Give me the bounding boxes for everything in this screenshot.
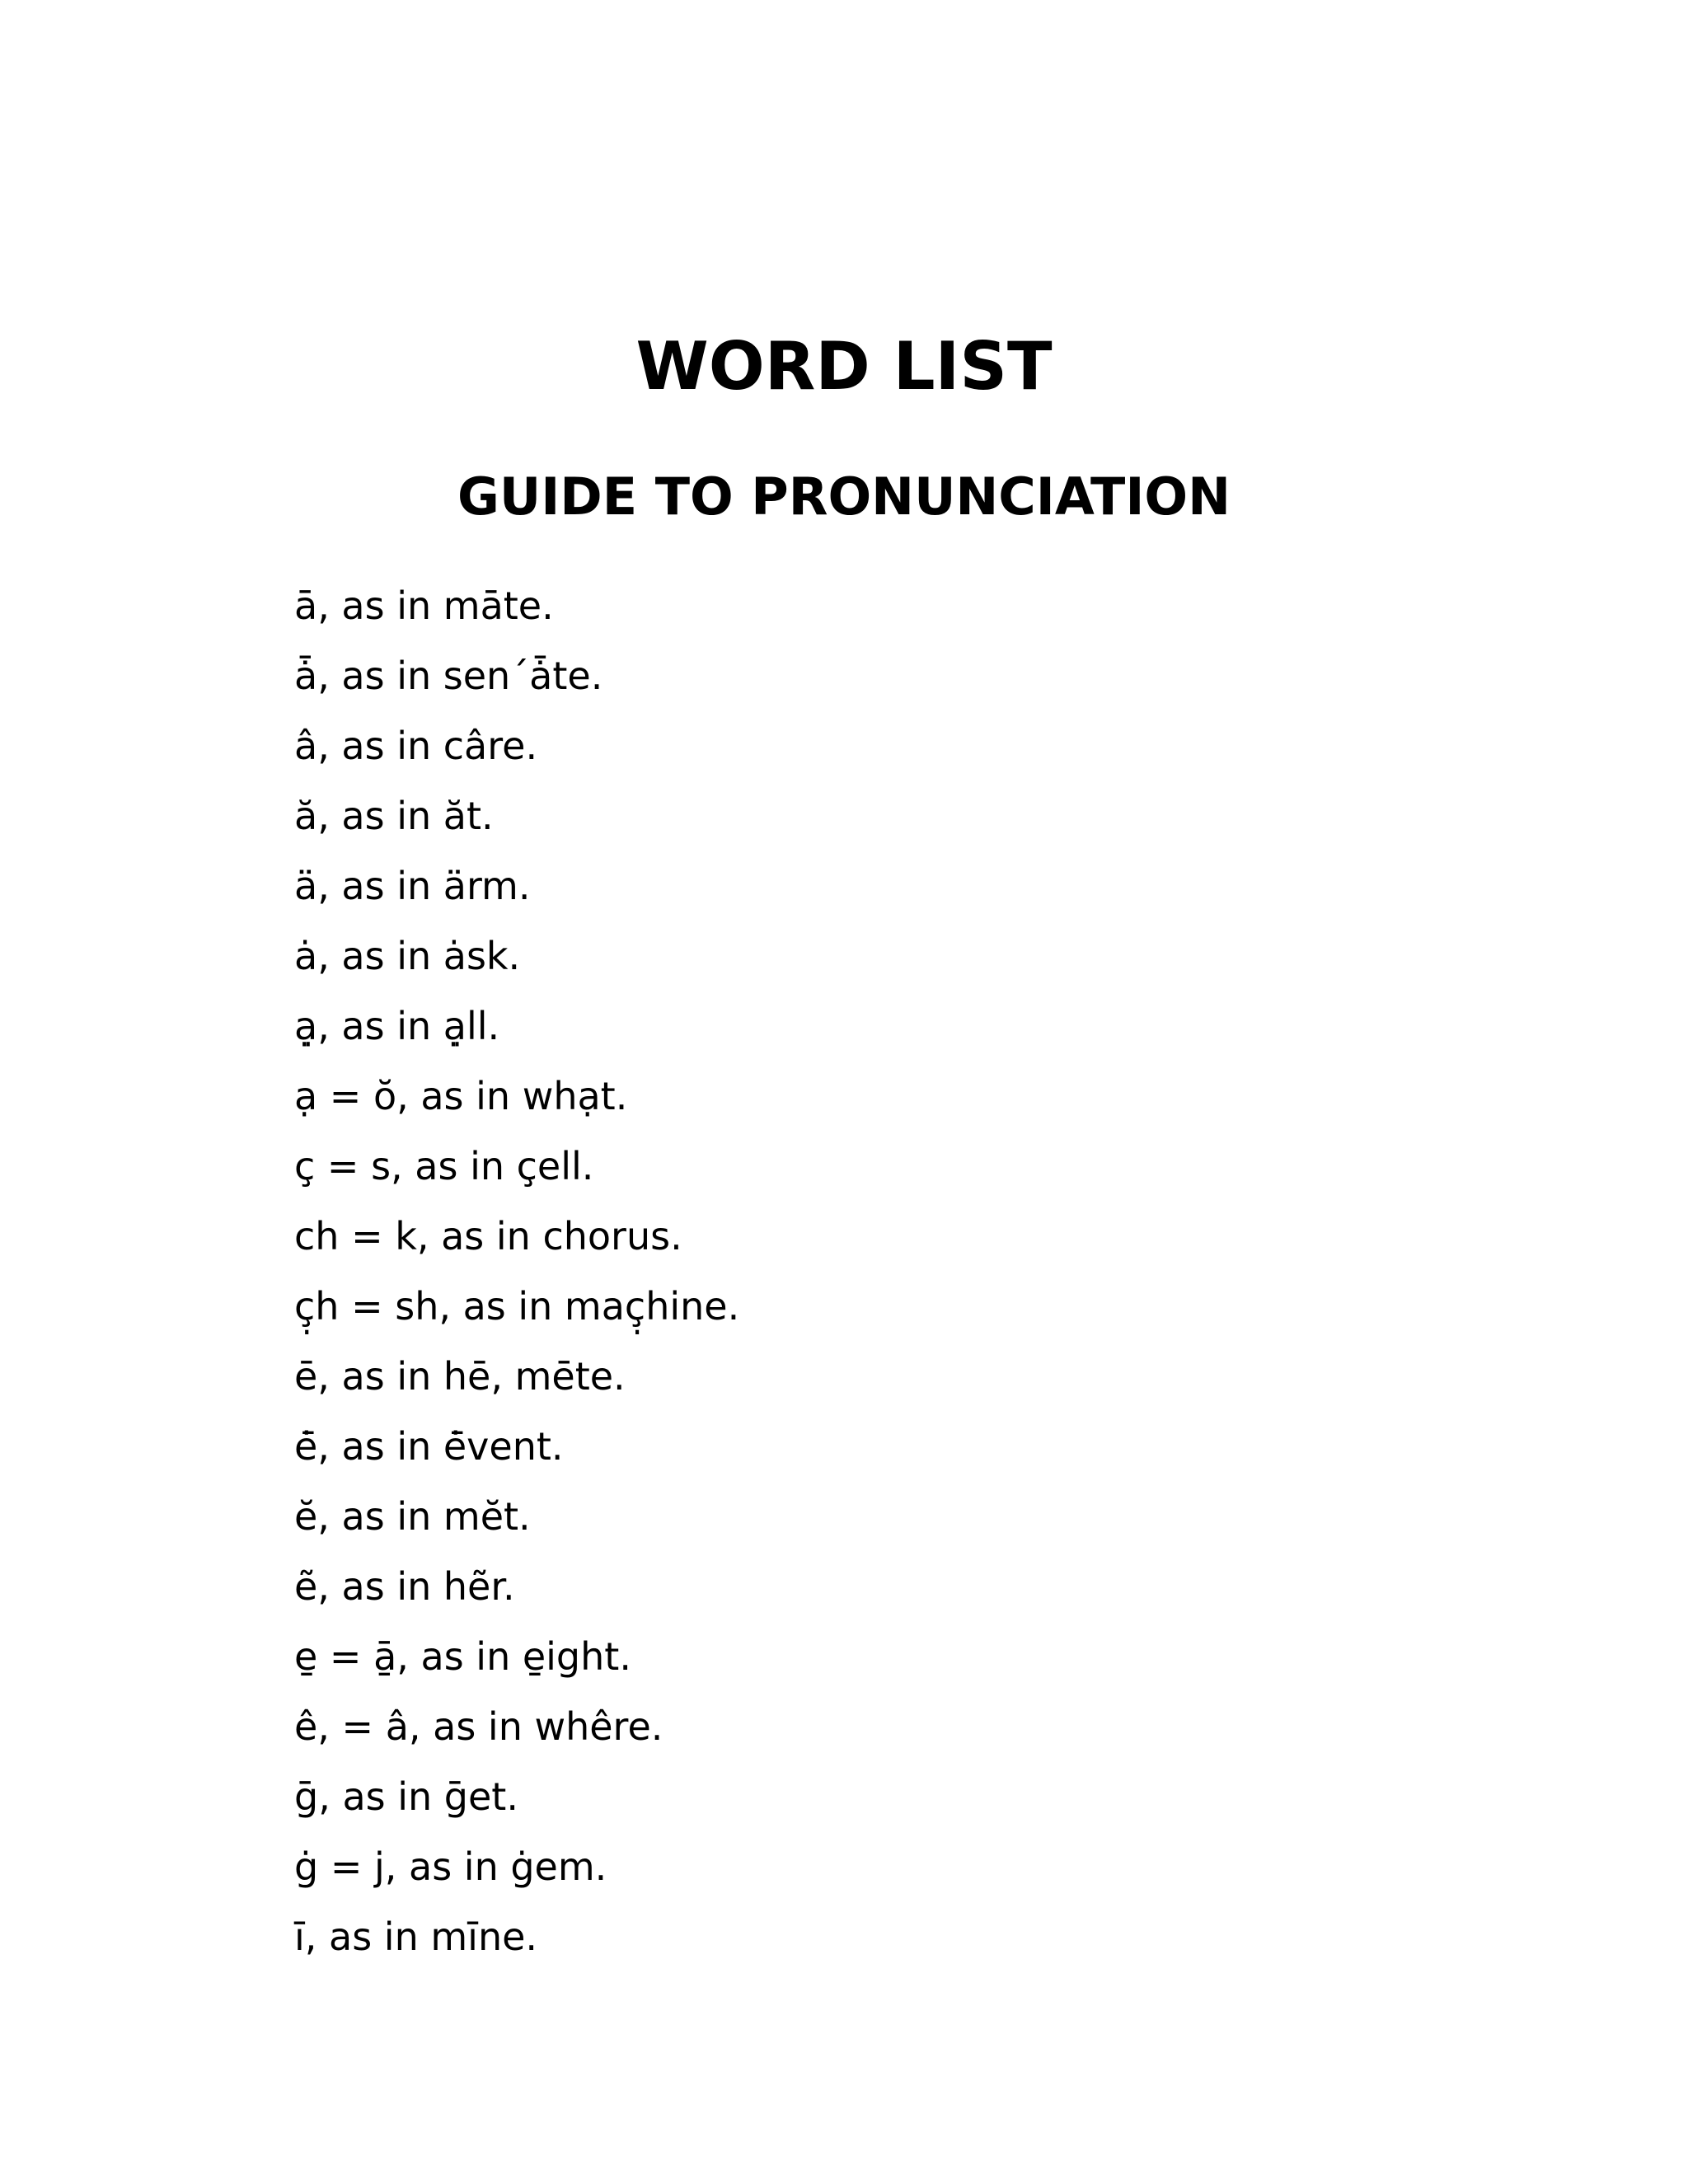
page-subtitle: GUIDE TO PRONUNCIATION [457,466,1231,527]
list-item: ạ = ŏ, as in whạt. [294,1074,628,1118]
list-item: ǡ, as in sen´ǡte. [294,654,603,698]
list-item: ă, as in ăt. [294,794,494,838]
page-title: WORD LIST [635,328,1053,405]
pronunciation-list [294,577,739,1978]
list-item: ĕ, as in mĕt. [294,1494,531,1539]
list-item: ē, as in hē, mēte. [294,1354,626,1399]
list-item: ġ = j, as in ġem. [294,1844,607,1889]
list-item: ä, as in ärm. [294,864,531,908]
list-item: ạ̣, as in ạ̣ll. [294,1004,500,1048]
list-item: â, as in câre. [294,724,538,768]
list-item: ẽ, as in hẽr. [294,1564,515,1609]
list-item: ḡ, as in ḡet. [294,1774,518,1819]
list-item: ch = k, as in chorus. [294,1214,682,1258]
list-item: ā, as in māte. [294,583,554,628]
list-item: ė̄, as in ė̄vent. [294,1424,564,1469]
list-item: ê, = â, as in whêre. [294,1704,663,1749]
list-item: ȧ, as in ȧsk. [294,934,521,978]
list-item: ç = s, as in çell. [294,1144,594,1188]
list-item: e̱ = ā̱, as in e̱ight. [294,1634,631,1679]
list-item: ī, as in mīne. [294,1915,538,1959]
list-item: ç̣h = sh, as in maç̣hine. [294,1284,740,1329]
